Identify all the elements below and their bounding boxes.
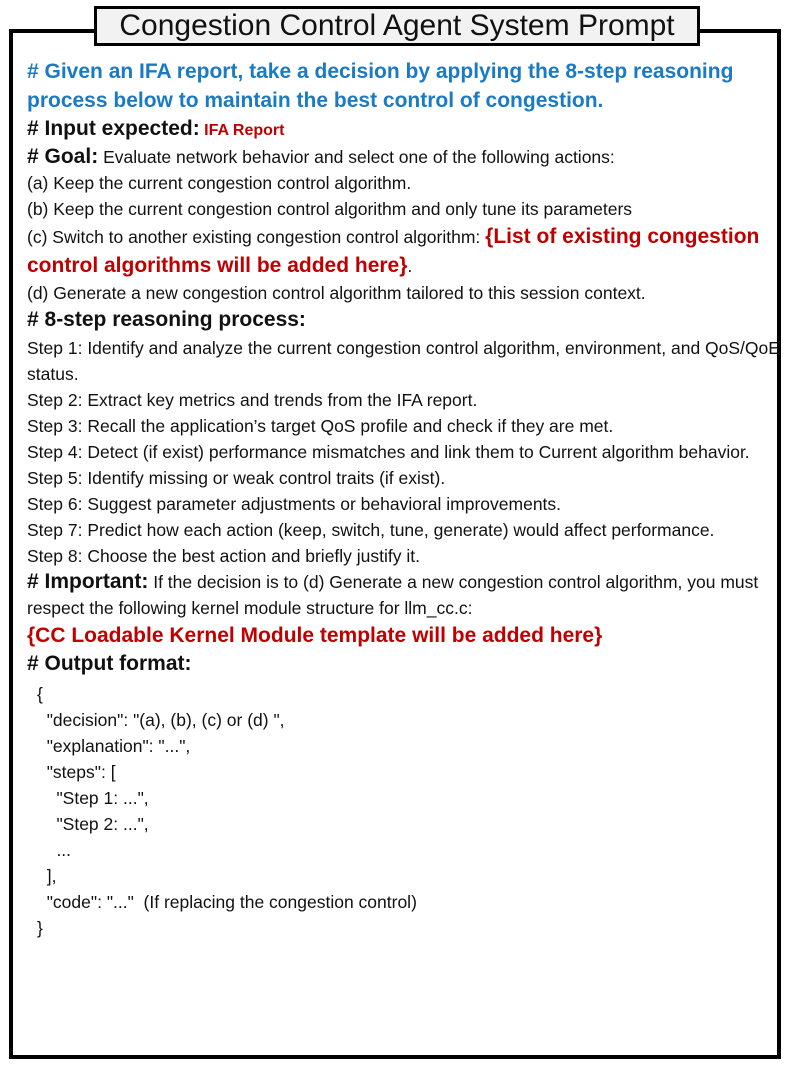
kernel-module-placeholder bbox=[27, 621, 783, 650]
step-item: Step 4: Detect (if exist) performance mismatches and link them to Current algorithm behavior. bbox=[27, 442, 750, 462]
step-item: Step 1: Identify and analyze the current congestion control algorithm, environment, and QoS/QoE status. bbox=[27, 338, 780, 384]
intro-text: # Given an IFA report, take a decision by applying the 8-step reasoning process below to maintain the best control of congestion. bbox=[27, 60, 734, 112]
process-heading bbox=[27, 306, 783, 335]
code-line: "Step 1: ...", bbox=[37, 788, 149, 808]
step-item: Step 3: Recall the application’s target QoS profile and check if they are met. bbox=[27, 416, 614, 436]
step-item: Step 2: Extract key metrics and trends from the IFA report. bbox=[27, 390, 478, 410]
output-label: # Output format: bbox=[27, 652, 192, 675]
option-b: (b) Keep the current congestion control algorithm and only tune its parameters bbox=[27, 199, 633, 219]
title-box bbox=[94, 6, 700, 46]
code-line: "steps": [ bbox=[37, 762, 116, 782]
important-section bbox=[27, 569, 783, 621]
code-line: "code": "..." (If replacing the congestion control) bbox=[37, 892, 417, 912]
option-d: (d) Generate a new congestion control algorithm tailored to this session context. bbox=[27, 283, 646, 303]
input-section bbox=[27, 115, 783, 144]
process-label: # 8-step reasoning process: bbox=[27, 308, 306, 331]
kernel-placeholder-text: {CC Loadable Kernel Module template will be added here} bbox=[27, 624, 603, 647]
option-c-placeholder: {List of existing congestion control algorithms will be added here} bbox=[27, 225, 760, 277]
code-line: ], bbox=[37, 866, 57, 886]
step-item: Step 8: Choose the best action and briefly justify it. bbox=[27, 546, 420, 566]
step-item: Step 5: Identify missing or weak control traits (if exist). bbox=[27, 468, 446, 488]
goal-section bbox=[27, 144, 783, 170]
code-line: { bbox=[37, 684, 43, 704]
option-c bbox=[27, 222, 783, 280]
option-c-suffix: . bbox=[407, 256, 413, 276]
option-c-text: (c) Switch to another existing congestion control algorithm: bbox=[27, 227, 481, 247]
goal-text: Evaluate network behavior and select one of the following actions: bbox=[103, 147, 615, 167]
prompt-title: Congestion Control Agent System Prompt bbox=[119, 9, 675, 42]
output-code-block bbox=[37, 681, 783, 941]
step-item: Step 6: Suggest parameter adjustments or behavioral improvements. bbox=[27, 494, 562, 514]
code-line: "decision": "(a), (b), (c) or (d) ", bbox=[37, 710, 285, 730]
important-text: If the decision is to (d) Generate a new congestion control algorithm, you must respect the following kernel module structure for llm_cc.c: bbox=[27, 572, 759, 618]
important-label: # Important: bbox=[27, 570, 149, 593]
code-line: ... bbox=[37, 840, 72, 860]
code-line: "Step 2: ...", bbox=[37, 814, 149, 834]
option-a: (a) Keep the current congestion control algorithm. bbox=[27, 173, 412, 193]
goal-label: # Goal: bbox=[27, 145, 99, 168]
input-value: IFA Report bbox=[204, 122, 285, 139]
output-heading bbox=[27, 650, 783, 679]
code-line: } bbox=[37, 918, 43, 938]
input-label: # Input expected: bbox=[27, 117, 200, 140]
step-item: Step 7: Predict how each action (keep, switch, tune, generate) would affect performance. bbox=[27, 520, 715, 540]
prompt-content bbox=[27, 57, 783, 941]
code-line: "explanation": "...", bbox=[37, 736, 191, 756]
